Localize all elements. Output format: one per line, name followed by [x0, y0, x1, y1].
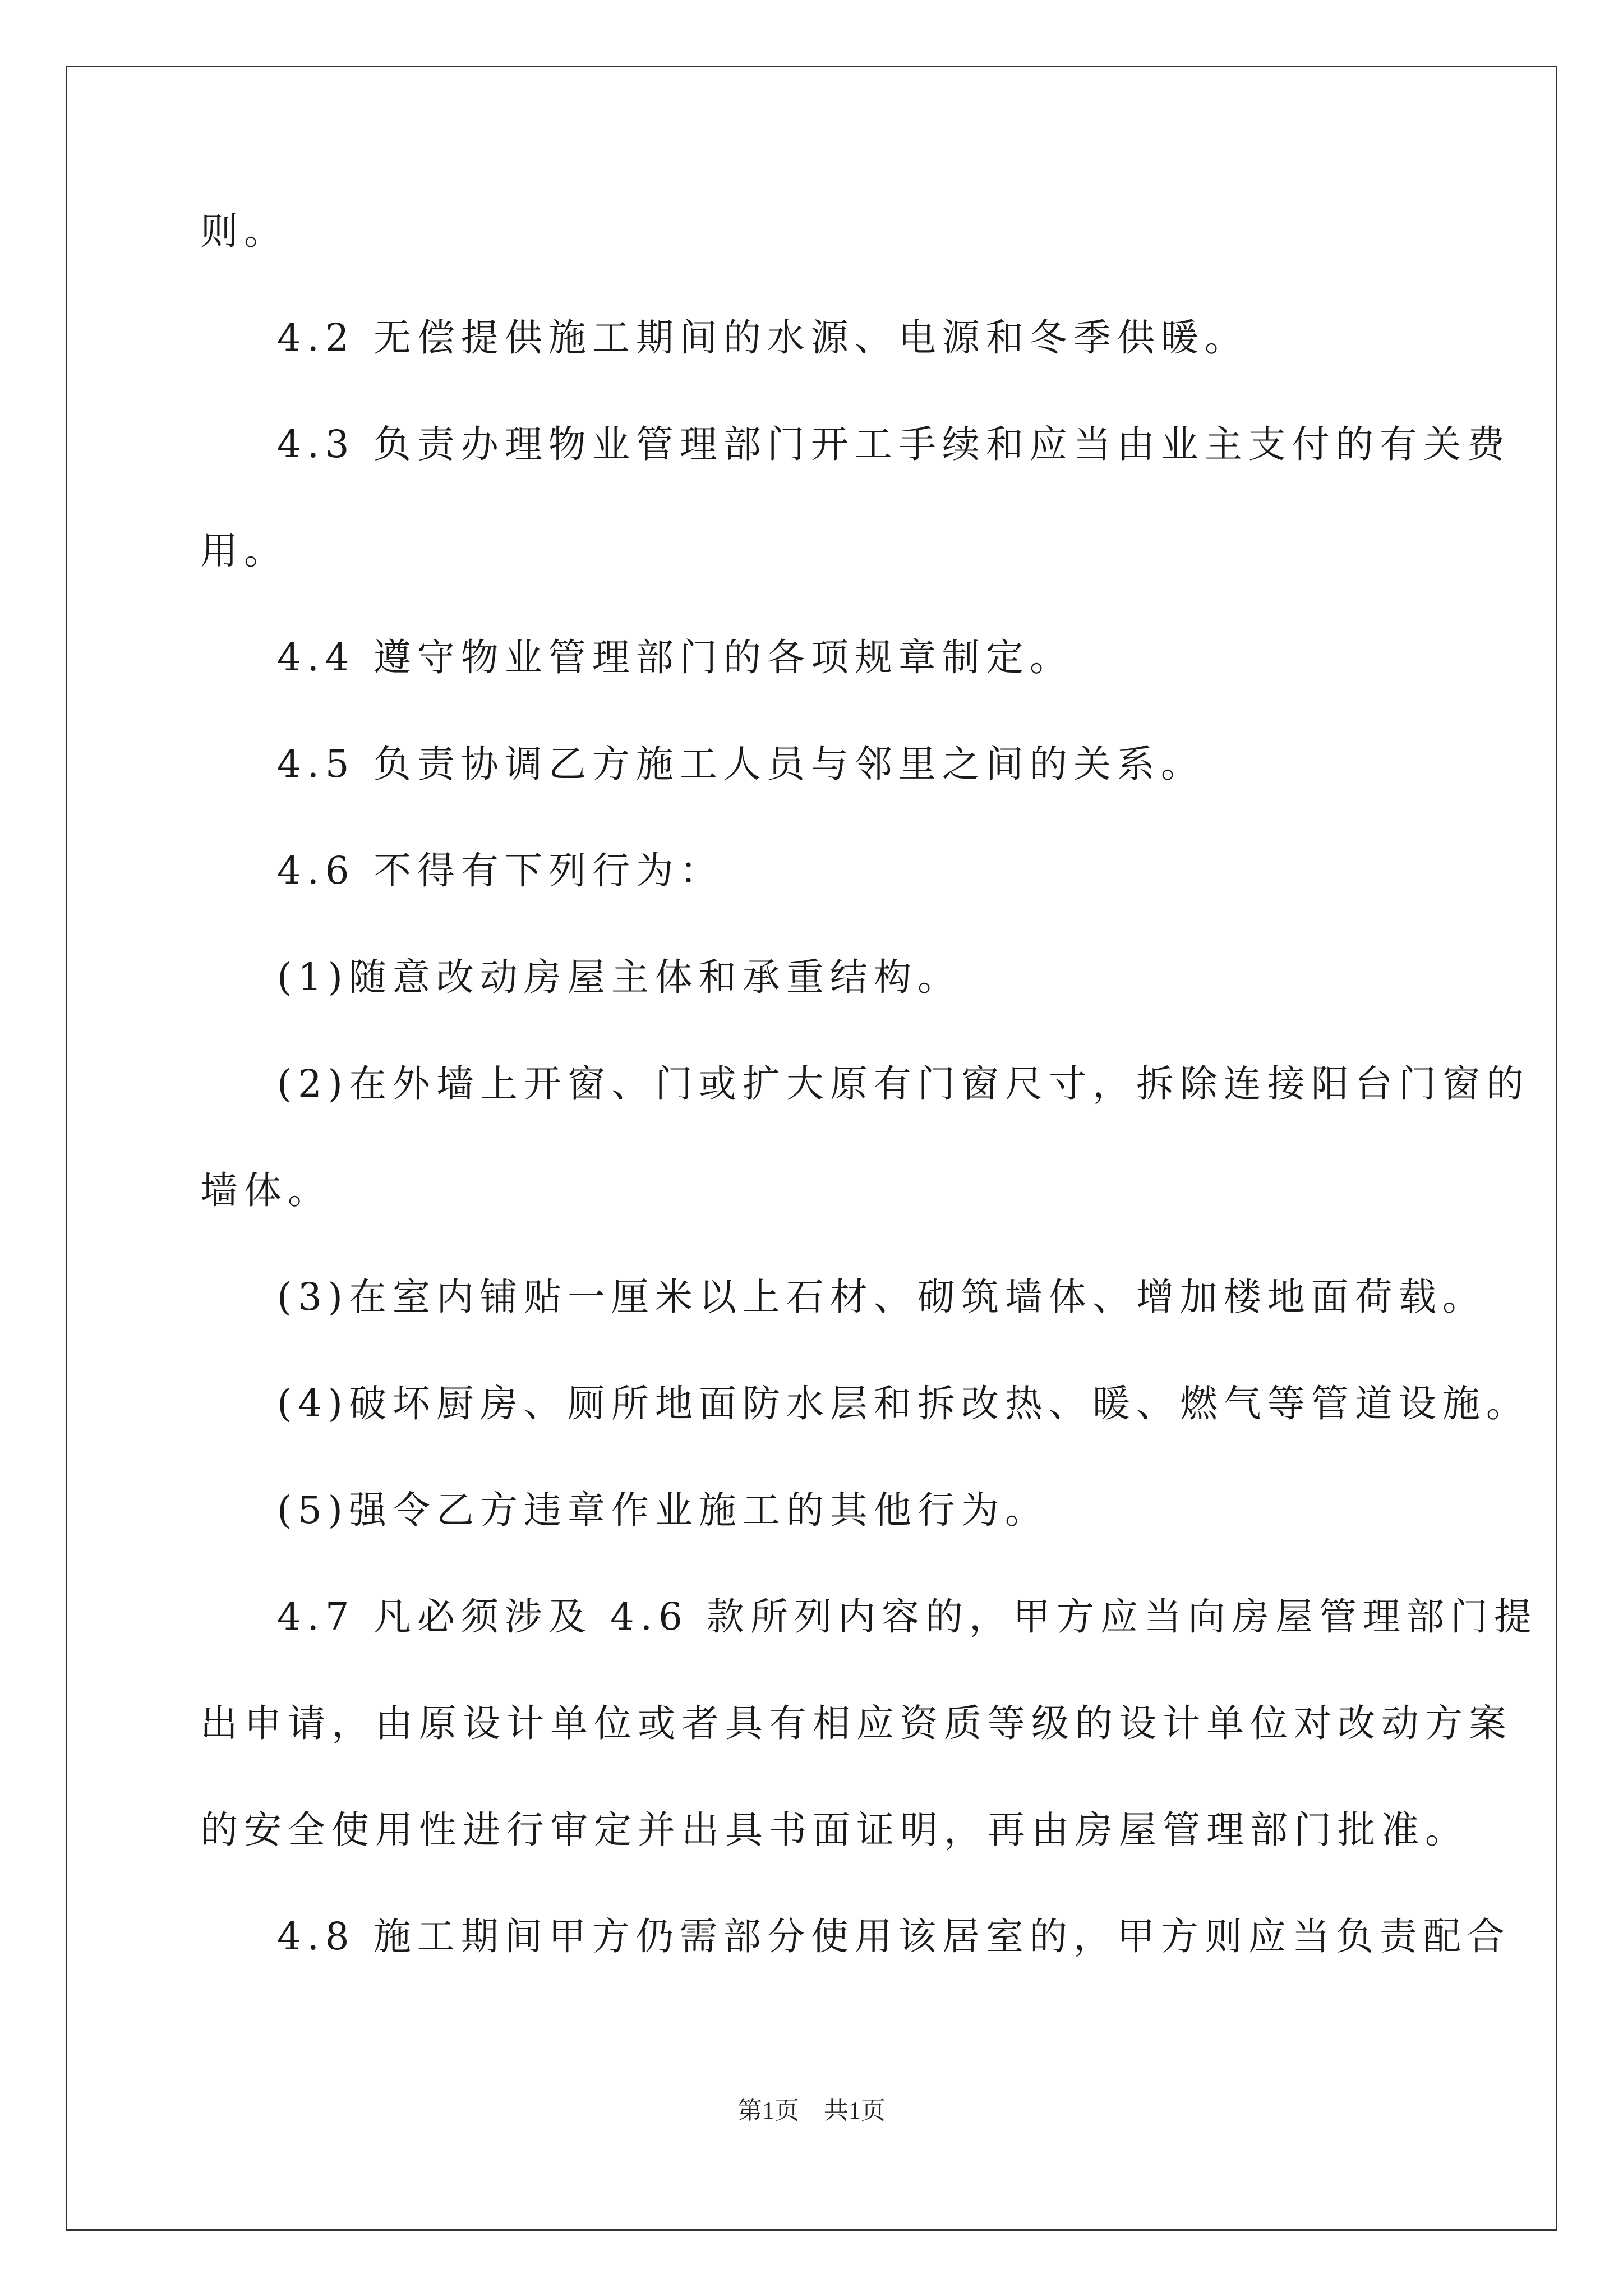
- text-line: 4.3 负责办理物业管理部门开工手续和应当由业主支付的有关费: [277, 422, 1511, 466]
- text-line: 4.4 遵守物业管理部门的各项规章制定。: [277, 636, 1073, 679]
- text-line: 4.2 无偿提供施工期间的水源、电源和冬季供暖。: [277, 316, 1248, 360]
- text-line: (3)在室内铺贴一厘米以上石材、砌筑墙体、增加楼地面荷载。: [277, 1275, 1486, 1319]
- text-line: 用。: [200, 529, 288, 573]
- page-number-footer: 第1页 共1页: [737, 2097, 886, 2124]
- text-line: 4.5 负责协调乙方施工人员与邻里之间的关系。: [277, 742, 1205, 786]
- page-border: [66, 66, 1557, 2231]
- text-line: 4.6 不得有下列行为：: [277, 849, 723, 892]
- text-line: (1)随意改动房屋主体和承重结构。: [277, 955, 961, 999]
- text-line: 4.8 施工期间甲方仍需部分使用该居室的，甲方则应当负责配合: [277, 1915, 1511, 1958]
- text-line: (5)强令乙方违章作业施工的其他行为。: [277, 1488, 1049, 1532]
- text-line: 4.7 凡必须涉及 4.6 款所列内容的，甲方应当向房屋管理部门提: [277, 1595, 1538, 1639]
- text-line: 墙体。: [200, 1168, 331, 1212]
- text-line: 则。: [200, 209, 288, 253]
- text-line: 出申请，由原设计单位或者具有相应资质等级的设计单位对改动方案: [200, 1701, 1513, 1745]
- text-line: 的安全使用性进行审定并出具书面证明，再由房屋管理部门批准。: [200, 1808, 1469, 1852]
- text-line: (4)破坏厨房、厕所地面防水层和拆改热、暖、燃气等管道设施。: [277, 1382, 1530, 1425]
- text-line: (2)在外墙上开窗、门或扩大原有门窗尺寸，拆除连接阳台门窗的: [277, 1062, 1530, 1106]
